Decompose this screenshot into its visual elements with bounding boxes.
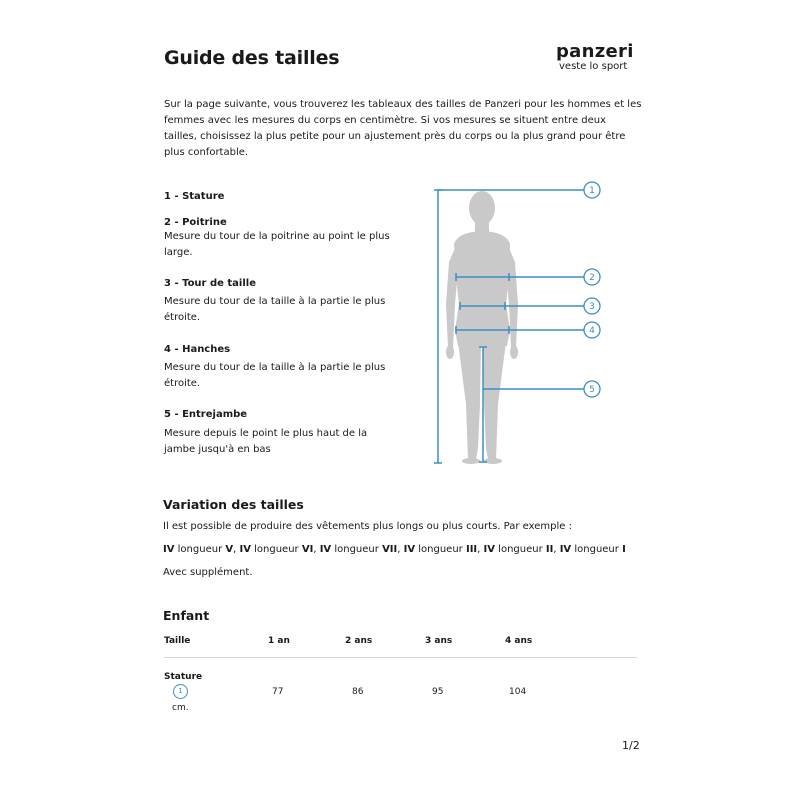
variation-examples: IV longueur V, IV longueur VI, IV longueur VII, IV longueur III, IV longueur II, IV longueur I [163,544,626,555]
table-divider [164,657,637,658]
intro-paragraph: Sur la page suivante, vous trouverez les tableaux des tailles de Panzeri pour les hommes et les femmes avec les mesures du corps en centimètre. Si vos mesures se situent entre deux tailles, choisissez la plus petite pour un ajustement près du corps ou la plus grand pour être plus confortable. [164,99,642,158]
measure-3-title: 3 - Tour de taille [164,278,256,289]
logo-name: panzeri [556,41,634,62]
measure-5-title: 5 - Entrejambe [164,409,248,420]
variation-heading: Variation des tailles [163,497,304,512]
table-cell-4: 104 [509,687,527,697]
table-cell-1: 77 [272,687,284,697]
table-cell-2: 86 [352,687,364,697]
table-cell-3: 95 [432,687,444,697]
variation-note: Avec supplément. [163,567,253,578]
body-silhouette [446,191,518,464]
table-header-label: Taille [164,636,191,646]
measure-2-desc: Mesure du tour de la poitrine au point le plus large. [164,231,390,258]
measure-1-title: 1 - Stature [164,191,225,202]
marker-1-label: 1 [589,186,595,196]
measure-3-desc: Mesure du tour de la taille à la partie le plus étroite. [164,296,386,323]
table-row-marker: 1 [173,684,188,699]
logo-tagline: veste lo sport [559,61,628,72]
marker-3-label: 3 [589,302,595,312]
marker-4-label: 4 [589,326,595,336]
measure-4-title: 4 - Hanches [164,344,231,355]
measure-5-desc: Mesure depuis le point le plus haut de la jambe jusqu'à en bas [164,428,368,455]
marker-2-label: 2 [589,273,595,283]
table-heading: Enfant [163,608,210,623]
measure-2-title: 2 - Poitrine [164,217,227,228]
table-col-3: 3 ans [425,636,453,646]
table-row-label: Stature [164,672,203,682]
table-col-1: 1 an [268,636,290,646]
marker-5-label: 5 [589,385,595,395]
measure-4-desc: Mesure du tour de la taille à la partie le plus étroite. [164,362,386,389]
page-title: Guide des tailles [164,47,340,69]
variation-text: Il est possible de produire des vêtements plus longs ou plus courts. Par exemple : [163,521,572,532]
marker-circles [584,182,600,397]
page-number: 1/2 [622,739,640,752]
table-row-unit: cm. [172,703,189,713]
table-col-2: 2 ans [345,636,373,646]
table-col-4: 4 ans [505,636,533,646]
